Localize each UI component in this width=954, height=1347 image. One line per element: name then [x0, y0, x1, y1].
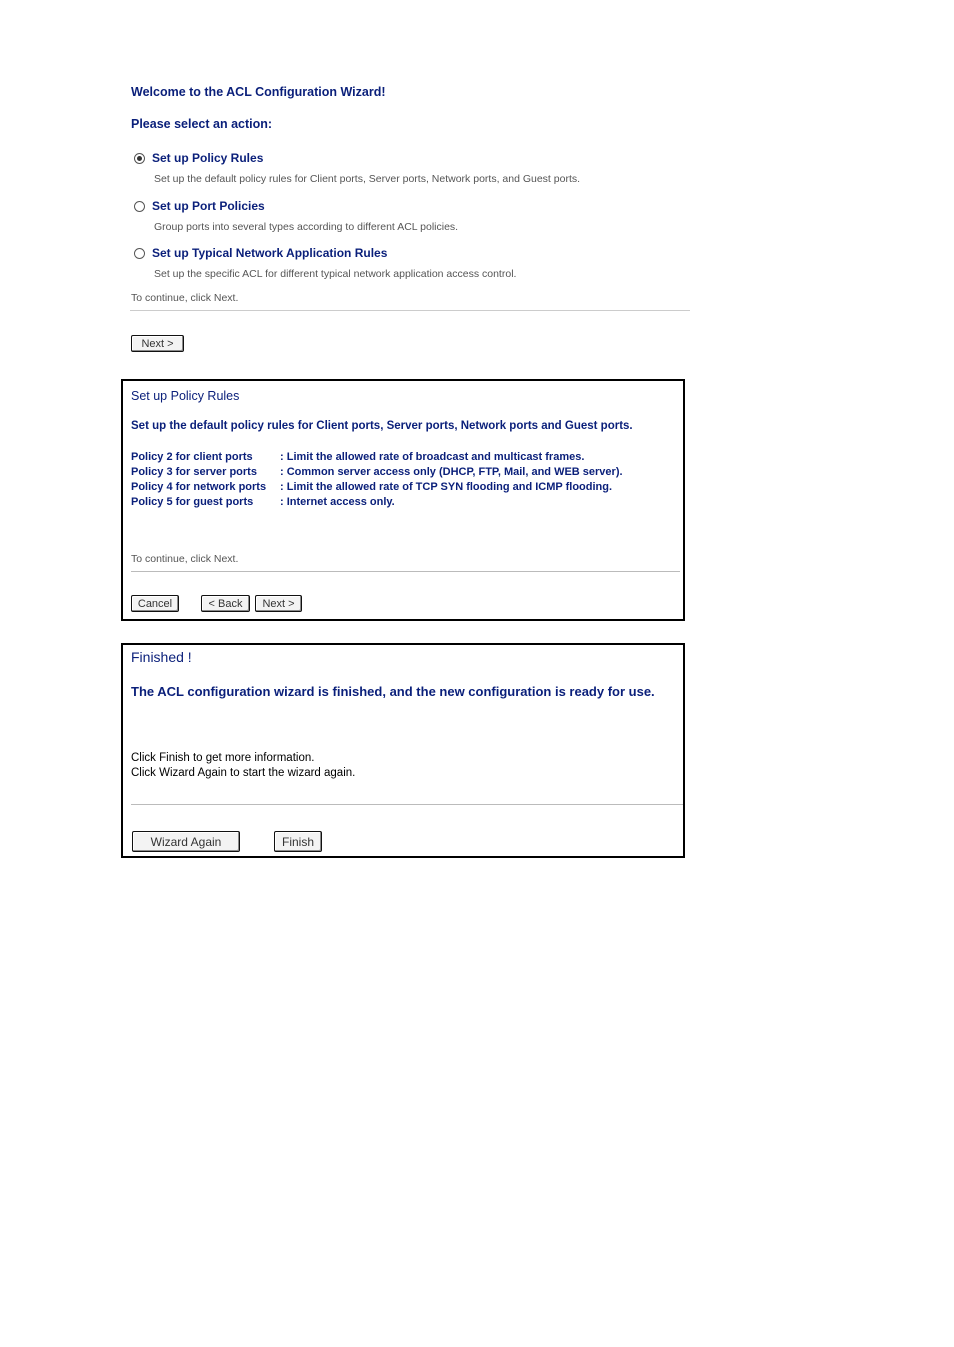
- continue-hint: To continue, click Next.: [131, 292, 239, 304]
- option-policy-rules-description: Set up the default policy rules for Client ports, Server ports, Network ports, and Guest ports.: [154, 173, 581, 185]
- option-port-policies-description: Group ports into several types according to different ACL policies.: [154, 221, 459, 233]
- radio-policy-rules[interactable]: [134, 153, 145, 164]
- welcome-title: Welcome to the ACL Configuration Wizard!: [131, 85, 386, 99]
- divider: [131, 804, 685, 805]
- policy-description: : Common server access only (DHCP, FTP, Mail, and WEB server).: [280, 466, 623, 478]
- policy-name: Policy 5 for guest ports: [131, 496, 254, 508]
- divider: [130, 310, 690, 311]
- radio-network-app-rules[interactable]: [134, 248, 145, 259]
- finished-title: Finished !: [131, 649, 192, 665]
- select-action-prompt: Please select an action:: [131, 117, 273, 131]
- policy-description: : Limit the allowed rate of broadcast and multicast frames.: [280, 451, 585, 463]
- finished-message: The ACL configuration wizard is finished, and the new configuration is ready for use.: [131, 684, 655, 699]
- wizard-again-button[interactable]: Wizard Again: [132, 831, 240, 852]
- policy-name: Policy 2 for client ports: [131, 451, 253, 463]
- option-policy-rules-label[interactable]: Set up Policy Rules: [152, 151, 264, 165]
- finish-button[interactable]: Finish: [274, 831, 322, 852]
- wizard-again-info-line: Click Wizard Again to start the wizard again.: [131, 767, 356, 779]
- radio-port-policies[interactable]: [134, 201, 145, 212]
- policy-name: Policy 3 for server ports: [131, 466, 257, 478]
- next-button[interactable]: Next >: [131, 335, 184, 352]
- divider: [131, 571, 680, 572]
- finish-info-line: Click Finish to get more information.: [131, 752, 315, 764]
- policy-rules-subtitle: Set up the default policy rules for Client ports, Server ports, Network ports and Guest ports.: [131, 420, 633, 432]
- finished-panel: [121, 643, 685, 858]
- policy-name: Policy 4 for network ports: [131, 481, 267, 493]
- option-port-policies-label[interactable]: Set up Port Policies: [152, 199, 265, 213]
- policy-rules-panel: [121, 379, 685, 621]
- policy-description: : Internet access only.: [280, 496, 395, 508]
- back-button[interactable]: < Back: [201, 595, 250, 612]
- option-network-app-rules-label[interactable]: Set up Typical Network Application Rules: [152, 246, 388, 260]
- option-network-app-rules-description: Set up the specific ACL for different typical network application access control.: [154, 268, 517, 280]
- continue-hint: To continue, click Next.: [131, 553, 239, 565]
- policy-description: : Limit the allowed rate of TCP SYN flooding and ICMP flooding.: [280, 481, 613, 493]
- cancel-button[interactable]: Cancel: [131, 595, 179, 612]
- next-button[interactable]: Next >: [255, 595, 302, 612]
- wizard-start-panel: [130, 78, 690, 358]
- policy-rules-title: Set up Policy Rules: [131, 389, 240, 403]
